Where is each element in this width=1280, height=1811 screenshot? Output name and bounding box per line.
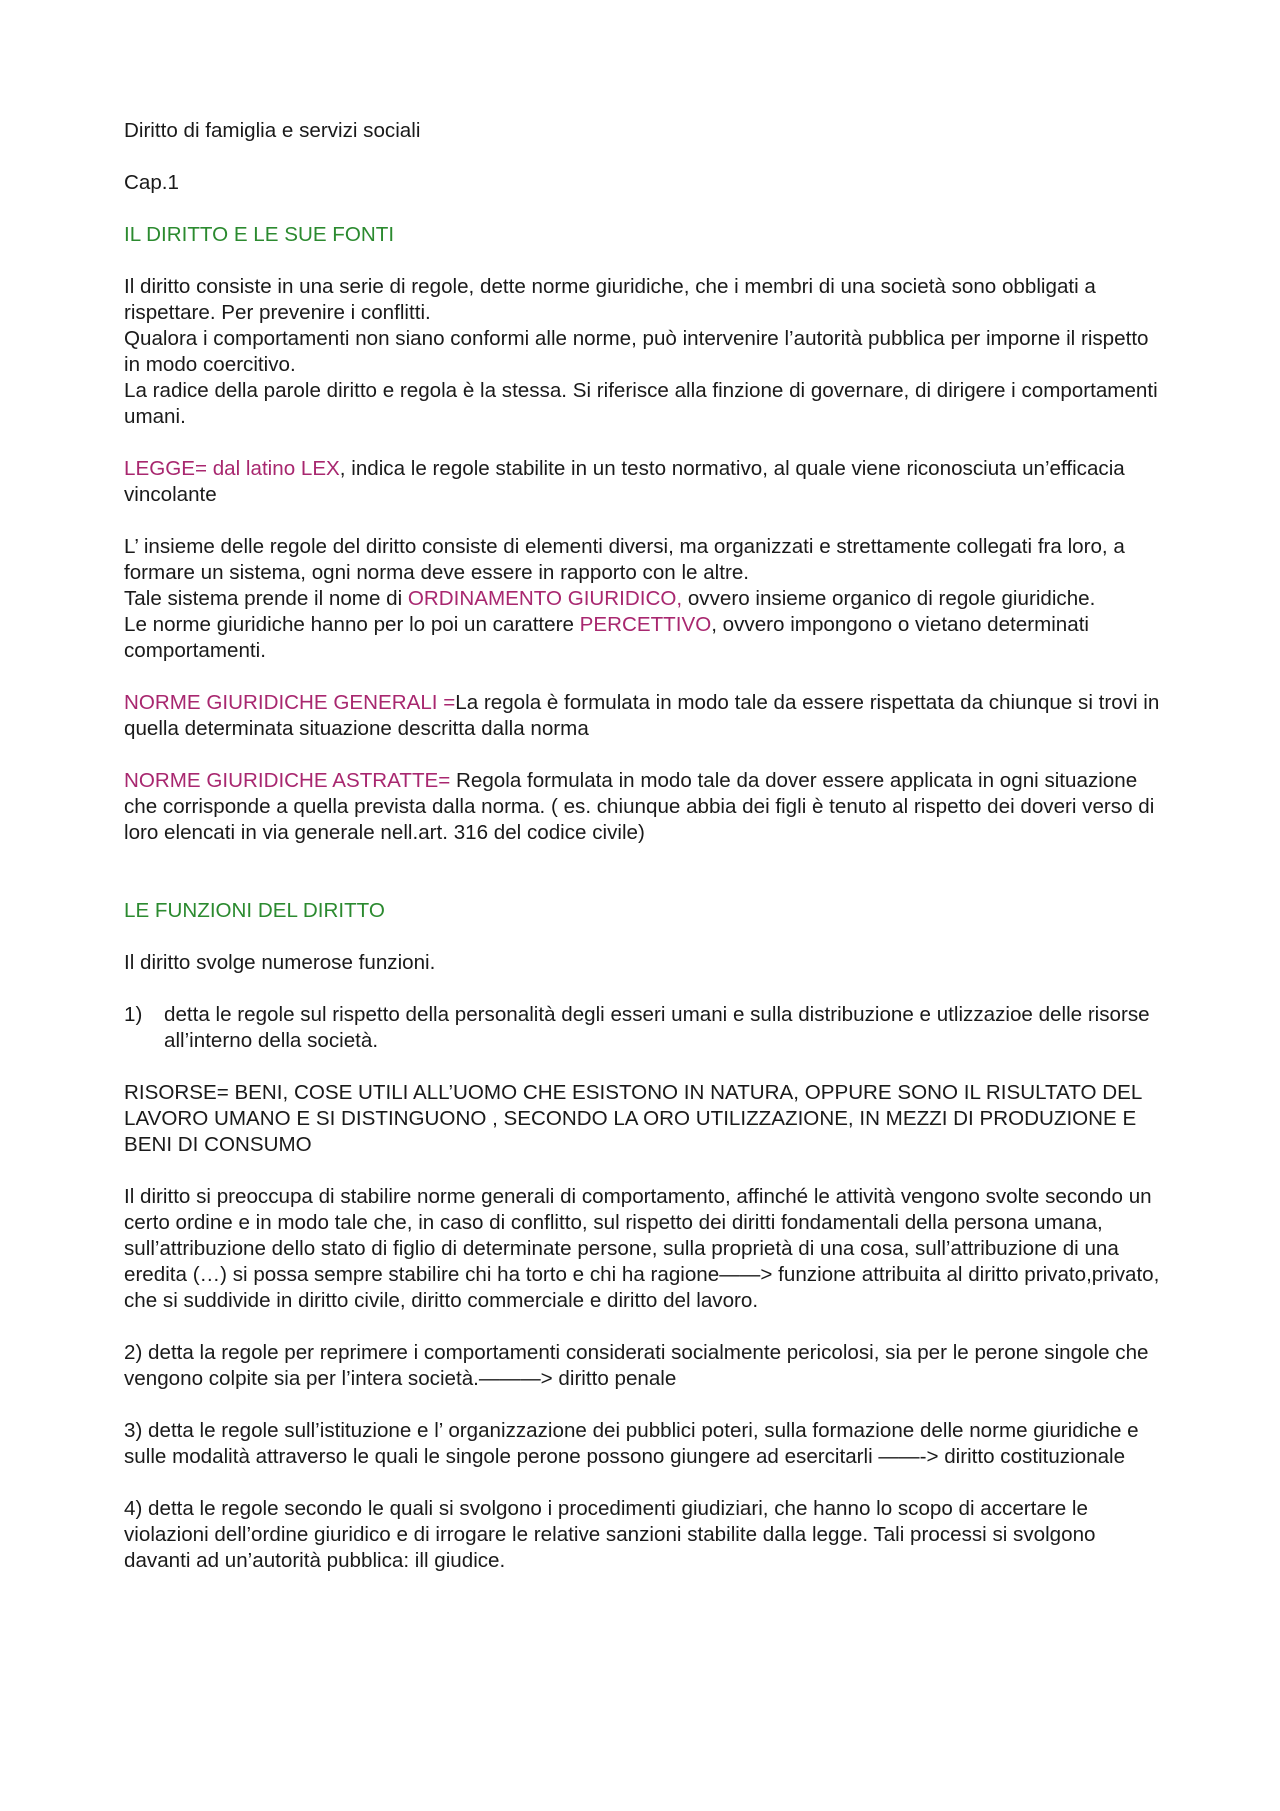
paragraph-diritto-costituzionale: 3) detta le regole sull’istituzione e l’ organizzazione dei pubblici poteri, sulla formazione delle norme giuridiche e sulle modalità attraverso le quali le singole perone possono giungere ad esercitarli ——-> diritto costituzionale bbox=[124, 1419, 1139, 1468]
paragraph-definizione-diritto: Il diritto consiste in una serie di regole, dette norme giuridiche, che i membri di una società sono obbligati a rispettare. Per prevenire i conflitti. bbox=[124, 275, 1096, 324]
document-title: Diritto di famiglia e servizi sociali bbox=[124, 119, 421, 142]
list-text: detta le regole sul rispetto della personalità degli esseri umani e sulla distribuzione e utlizzazioe delle risorse all’interno della società. bbox=[164, 1003, 1150, 1052]
paragraph-risorse: RISORSE= BENI, COSE UTILI ALL’UOMO CHE ESISTONO IN NATURA, OPPURE SONO IL RISULTATO DEL LAVORO UMANO E SI DISTINGUONO , SECONDO LA ORO UTILIZZAZIONE, IN MEZZI DI PRODUZIONE E BENI DI CONSUMO bbox=[124, 1081, 1142, 1156]
paragraph-diritto-privato: Il diritto si preoccupa di stabilire norme generali di comportamento, affinché le attività vengono svolte secondo un certo ordine e in modo tale che, in caso di conflitto, sul rispetto dei diritti fondamentali della persona umana, sull’attribuzione dello stato di figlio di determinate persone, sulla proprietà di una cosa, sull’attribuzione di una eredita (…) si possa sempre stabilire chi ha torto e chi ha ragione——> funzione attribuita al diritto privato,privato, che si suddivide in diritto civile, diritto commerciale e diritto del lavoro. bbox=[124, 1185, 1160, 1312]
chapter-label: Cap.1 bbox=[124, 171, 179, 194]
paragraph-ordinamento: Tale sistema prende il nome di ORDINAMENTO GIURIDICO, ovvero insieme organico di regole giuridiche. bbox=[124, 587, 1096, 610]
term-ordinamento-giuridico: ORDINAMENTO GIURIDICO, bbox=[407, 587, 683, 610]
term-norme-astratte: NORME GIURIDICHE ASTRATTE= bbox=[124, 769, 451, 792]
paragraph-diritto-penale: 2) detta la regole per reprimere i comportamenti considerati socialmente pericolosi, sia per le perone singole che vengono colpite sia per l’intera società.———> diritto penale bbox=[124, 1341, 1149, 1390]
paragraph-percettivo: Le norme giuridiche hanno per lo poi un carattere PERCETTIVO, ovvero impongono o vietano determinati comportamenti. bbox=[124, 613, 1090, 662]
paragraph-numerose-funzioni: Il diritto svolge numerose funzioni. bbox=[124, 951, 436, 974]
definition-legge: , indica le regole stabilite in un testo normativo, al quale viene riconosciuta un’efficacia vincolante bbox=[124, 457, 1125, 506]
paragraph-norme-astratte: NORME GIURIDICHE ASTRATTE= Regola formulata in modo tale da dover essere applicata in ogni situazione che corrisponde a quella prevista dalla norma. ( es. chiunque abbia dei figli è tenuto al rispetto dei doveri verso di loro elencati in via generale nell.art. 316 del codice civile) bbox=[124, 769, 1155, 844]
list-item-1 bbox=[124, 1002, 1160, 1054]
section-heading-fonti: IL DIRITTO E LE SUE FONTI bbox=[124, 223, 395, 246]
paragraph-norme-generali: NORME GIURIDICHE GENERALI =La regola è formulata in modo tale da essere rispettata da chiunque si trovi in quella determinata situazione descritta dalla norma bbox=[124, 691, 1160, 740]
paragraph-legge bbox=[124, 456, 1160, 508]
paragraph-insieme-regole: L’ insieme delle regole del diritto consiste di elementi diversi, ma organizzati e strettamente collegati fra loro, a formare un sistema, ogni norma deve essere in rapporto con le altre. bbox=[124, 535, 1125, 584]
term-legge: LEGGE= dal latino LEX bbox=[124, 457, 340, 480]
paragraph-radice-diritto: La radice della parole diritto e regola è la stessa. Si riferisce alla finzione di governare, di dirigere i comportamenti umani. bbox=[124, 379, 1158, 428]
paragraph-procedimenti-giudiziari: 4) detta le regole secondo le quali si svolgono i procedimenti giudiziari, che hanno lo scopo di accertare le violazioni dell’ordine giuridico e di irrogare le relative sanzioni stabilite dalla legge. Tali processi si svolgono davanti ad un’autorità pubblica: ill giudice. bbox=[124, 1497, 1096, 1572]
section-heading-funzioni: LE FUNZIONI DEL DIRITTO bbox=[124, 899, 385, 922]
list-number: 1) bbox=[124, 1003, 143, 1026]
term-percettivo: PERCETTIVO bbox=[579, 613, 712, 636]
term-norme-generali: NORME GIURIDICHE GENERALI = bbox=[124, 691, 456, 714]
paragraph-autorita-pubblica: Qualora i comportamenti non siano conformi alle norme, può intervenire l’autorità pubblica per imporne il rispetto in modo coercitivo. bbox=[124, 327, 1149, 376]
